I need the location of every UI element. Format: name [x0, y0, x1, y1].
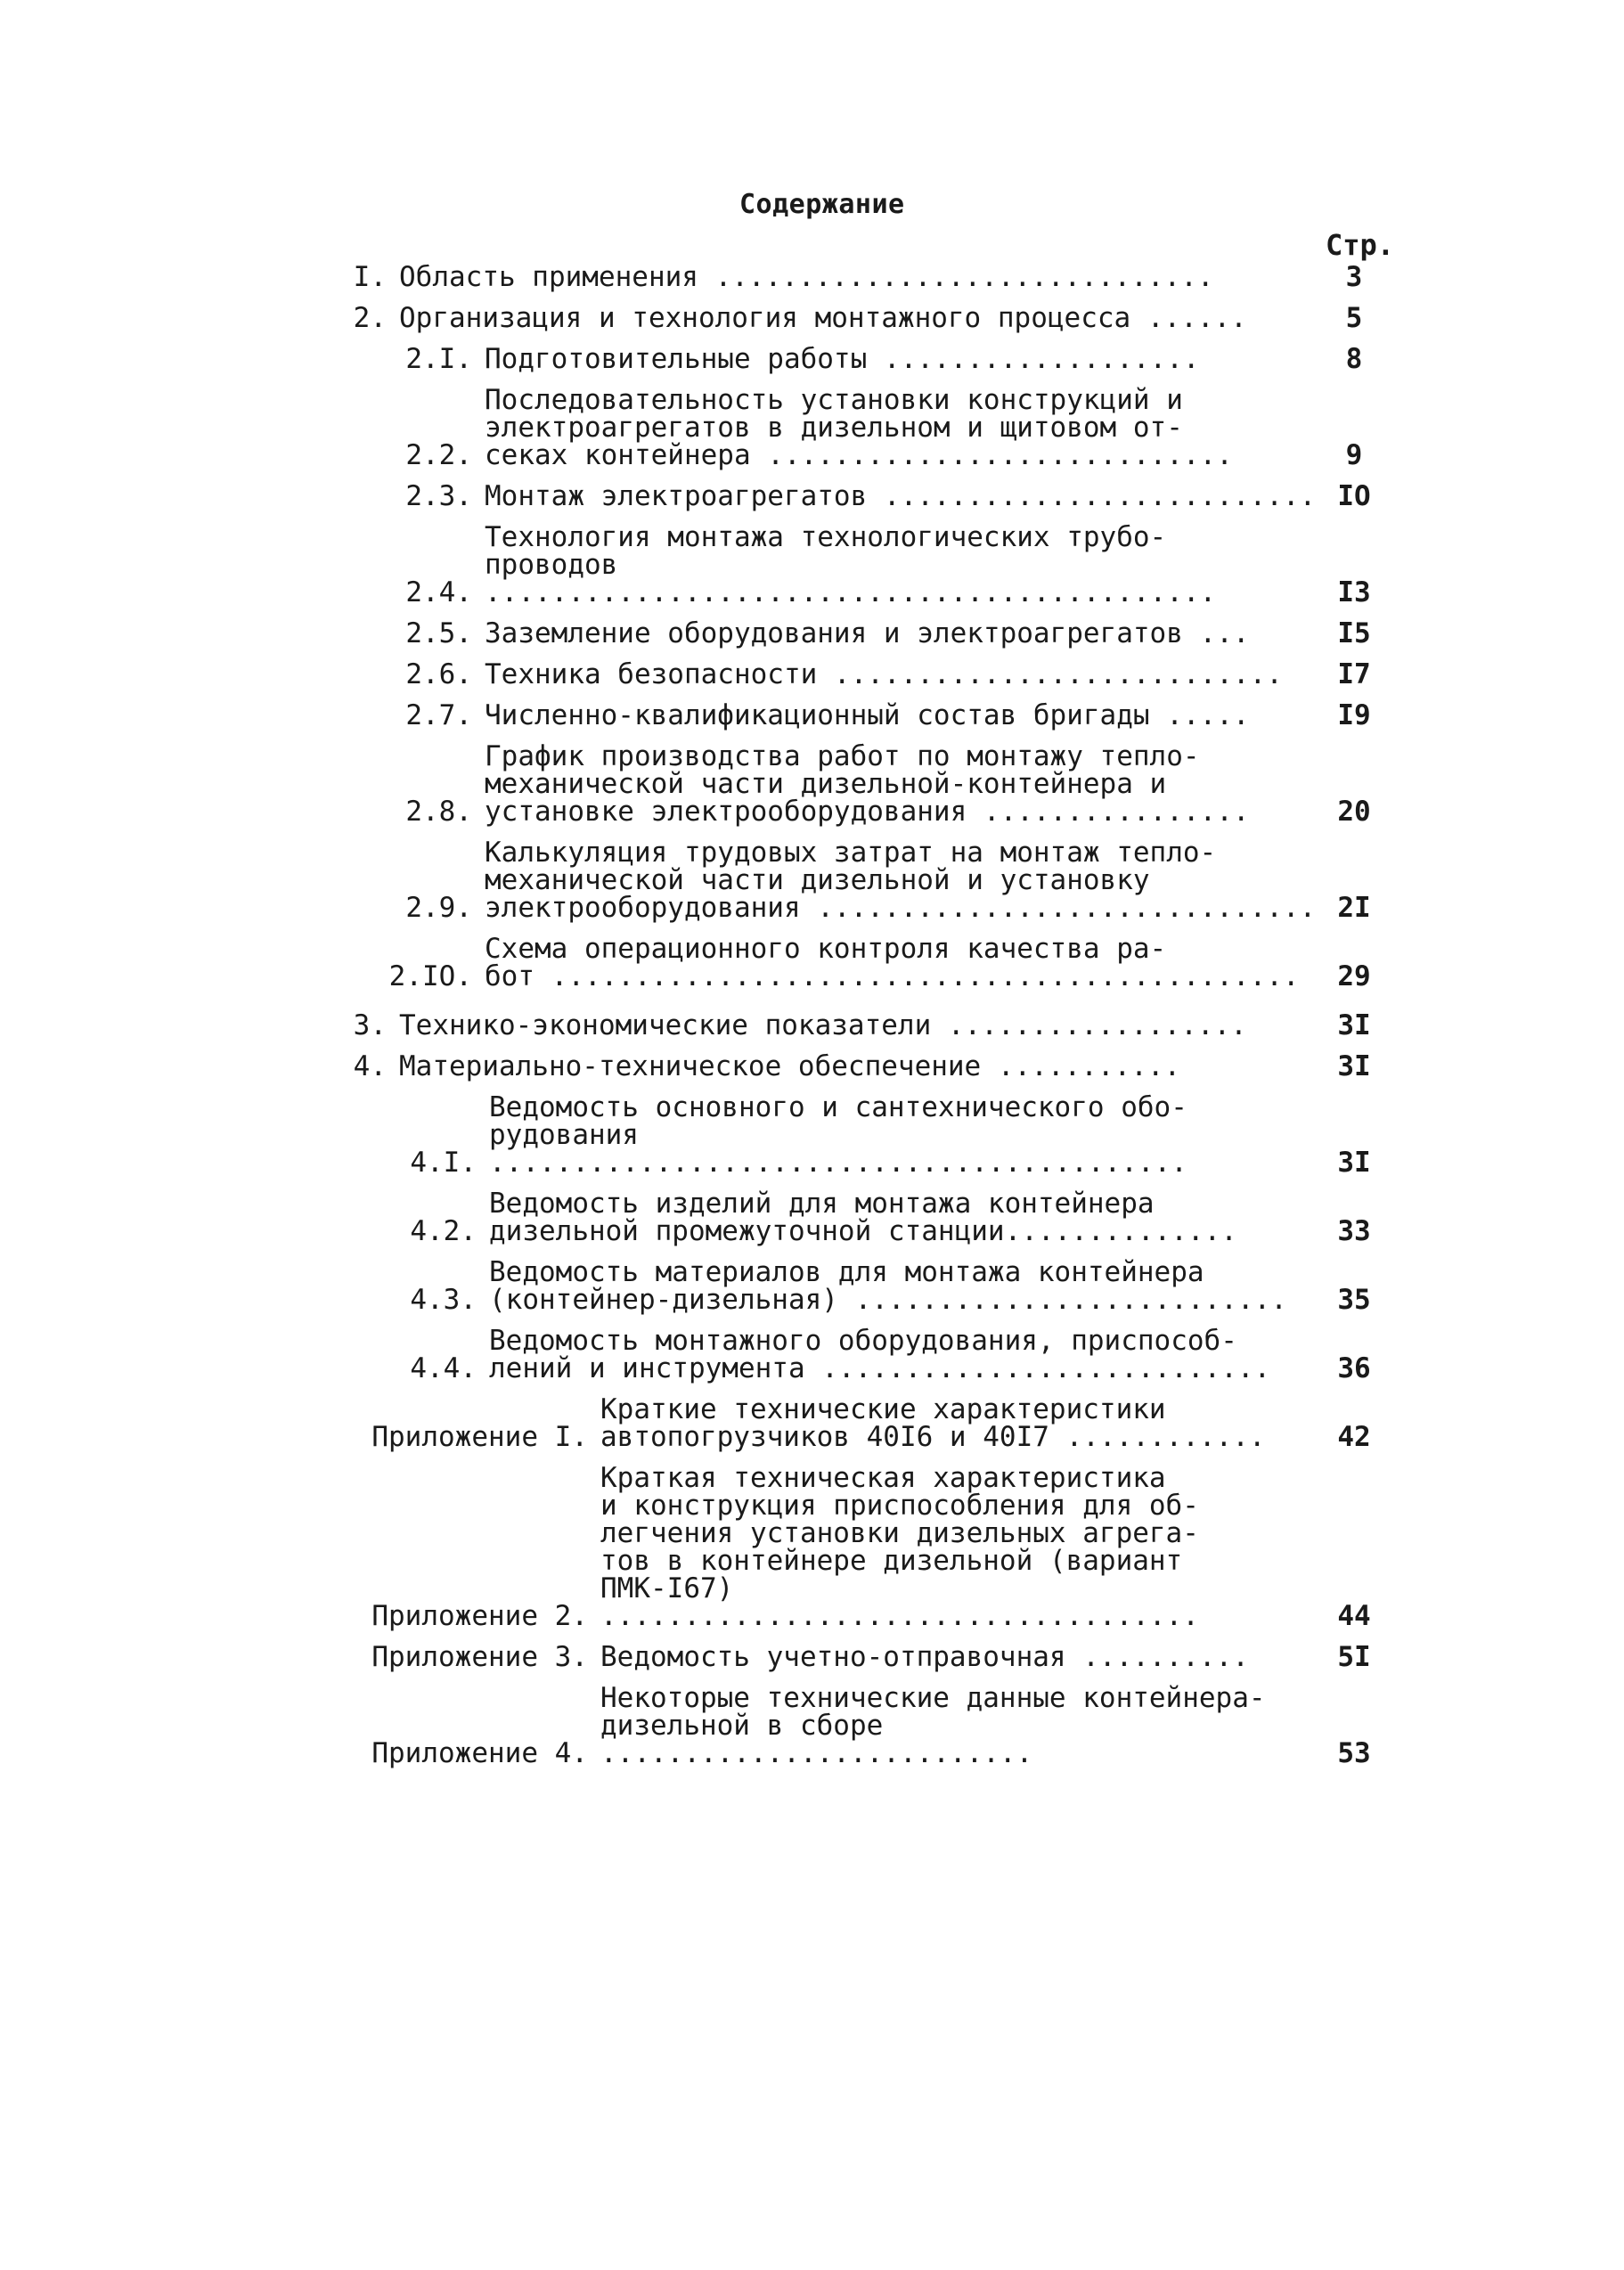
toc-entry-number: 2.8.	[405, 796, 472, 828]
toc-entry-title: Материально-техническое обеспечение ...........	[399, 1050, 1181, 1082]
toc-entry	[330, 617, 1381, 649]
toc-entry-page: I9	[1337, 699, 1371, 731]
toc-entry	[330, 839, 1381, 922]
page-title: Содержание	[739, 189, 905, 220]
toc-entry	[330, 1393, 1381, 1453]
toc-entry	[330, 1009, 1381, 1041]
toc-entry	[330, 699, 1381, 731]
toc-entry-number: 2.9.	[405, 892, 472, 924]
toc-entry-title: Ведомость монтажного оборудования, приспособ- лений и инструмента ...........................	[489, 1325, 1271, 1384]
toc-entry-title: Ведомость материалов для монтажа контейнера (контейнер-дизельная) ..........................	[489, 1256, 1287, 1316]
toc-entry-title: Заземление оборудования и электроагрегатов ...	[485, 617, 1250, 649]
toc-entry-page: 3	[1345, 261, 1363, 293]
toc-entry-title: Краткие технические характеристики автопогрузчиков 40I6 и 40I7 ............	[600, 1393, 1266, 1453]
toc-entry	[330, 1682, 1381, 1769]
toc-entry-number: 2.I.	[405, 343, 472, 375]
toc-entry-page: 35	[1337, 1284, 1371, 1316]
toc-entry-title: Калькуляция трудовых затрат на монтаж тепло- механической части дизельной и установку электрооборудования ..............................	[485, 837, 1317, 924]
toc-entry	[330, 521, 1381, 608]
toc-entry-title: Некоторые технические данные контейнера- дизельной в сборе ..........................	[600, 1682, 1266, 1769]
toc-entry-page: 5	[1345, 302, 1363, 334]
toc-entry	[330, 1050, 1381, 1082]
toc-entry	[330, 658, 1381, 690]
toc-entry-number: Приложение I.	[371, 1421, 588, 1453]
toc-entry-title: Технико-экономические показатели ..................	[399, 1009, 1247, 1041]
toc-entry	[330, 740, 1381, 828]
toc-entry	[330, 384, 1381, 471]
toc-entry-number: 4.4.	[410, 1352, 477, 1384]
toc-entry-title: Краткая техническая характеристика и конструкция приспособления для об- легчения установки дизельных агрега- тов в контейнере дизельной (вариант ПМК-I67) ....................................	[600, 1462, 1199, 1632]
toc-entry-number: 2.4.	[405, 576, 472, 608]
toc-entry-page: I3	[1337, 576, 1371, 608]
toc-entry-title: Техника безопасности ...........................	[485, 658, 1283, 690]
toc-entry-title: График производства работ по монтажу тепло- механической части дизельной-контейнера и установке электрооборудования ................	[485, 740, 1250, 828]
toc-entry-number: I.	[353, 261, 387, 293]
toc-entry-page: 36	[1337, 1352, 1371, 1384]
toc-entry-page: 3I	[1337, 1009, 1371, 1041]
toc-entry-page: 53	[1337, 1737, 1371, 1769]
toc-entry-page: 3I	[1337, 1050, 1371, 1082]
table-of-contents	[330, 261, 1381, 1781]
toc-entry	[330, 1327, 1381, 1383]
toc-entry-number: 2.2.	[405, 439, 472, 471]
toc-entry-number: 2.6.	[405, 658, 472, 690]
toc-entry	[330, 343, 1381, 375]
toc-entry-title: Ведомость учетно-отправочная ..........	[600, 1641, 1249, 1673]
toc-entry-title: Монтаж электроагрегатов ..........................	[485, 480, 1317, 512]
toc-entry-number: Приложение 3.	[371, 1641, 588, 1673]
toc-entry-title: Численно-квалификационный состав бригады .....	[485, 699, 1250, 731]
toc-entry-title: Технология монтажа технологических трубо- проводов ............................................	[485, 521, 1217, 608]
toc-entry-number: 2.3.	[405, 480, 472, 512]
toc-entry-title: Область применения ..............................	[399, 261, 1214, 293]
toc-entry-page: 20	[1337, 796, 1371, 828]
toc-entry-number: 2.IO.	[388, 960, 472, 992]
toc-entry-number: 2.	[353, 302, 387, 334]
toc-entry-page: 44	[1337, 1600, 1371, 1632]
toc-entry-page: IO	[1337, 480, 1371, 512]
toc-entry	[330, 1256, 1381, 1316]
toc-entry	[330, 261, 1381, 293]
toc-entry	[330, 1641, 1381, 1673]
toc-entry-number: 4.3.	[410, 1284, 477, 1316]
toc-entry	[330, 480, 1381, 512]
toc-entry	[330, 1091, 1381, 1179]
toc-entry-title: Ведомость изделий для монтажа контейнера дизельной промежуточной станции..............	[489, 1188, 1237, 1247]
toc-entry-page: 2I	[1337, 892, 1371, 924]
toc-entry-page: 3I	[1337, 1147, 1371, 1179]
toc-entry	[330, 1190, 1381, 1245]
toc-entry-number: 2.7.	[405, 699, 472, 731]
toc-entry-page: 33	[1337, 1215, 1371, 1247]
toc-entry-title: Организация и технология монтажного процесса ......	[399, 302, 1247, 334]
toc-entry-page: 29	[1337, 960, 1371, 992]
toc-entry	[330, 1462, 1381, 1632]
toc-entry-title: Подготовительные работы ...................	[485, 343, 1200, 375]
toc-entry-number: Приложение 4.	[371, 1737, 588, 1769]
toc-entry	[330, 935, 1381, 991]
toc-entry-page: 42	[1337, 1421, 1371, 1453]
toc-entry-page: I7	[1337, 658, 1371, 690]
toc-entry-number: Приложение 2.	[371, 1600, 588, 1632]
toc-entry-page: I5	[1337, 617, 1371, 649]
toc-entry-number: 4.I.	[410, 1147, 477, 1179]
toc-entry-page: 9	[1345, 439, 1363, 471]
page-column-label: Стр.	[1326, 228, 1395, 262]
toc-entry-page: 8	[1345, 343, 1363, 375]
toc-entry-number: 2.5.	[405, 617, 472, 649]
toc-entry	[330, 302, 1381, 334]
toc-entry-number: 3.	[353, 1009, 387, 1041]
toc-entry-title: Схема операционного контроля качества ра- бот .............................................	[485, 933, 1300, 992]
toc-entry-number: 4.2.	[410, 1215, 477, 1247]
toc-entry-number: 4.	[353, 1050, 387, 1082]
toc-entry-title: Последовательность установки конструкций и электроагрегатов в дизельном и щитовом от- секах контейнера ............................	[485, 384, 1233, 471]
toc-entry-page: 5I	[1337, 1641, 1371, 1673]
toc-entry-title: Ведомость основного и сантехнического обо- рудования ..........................................	[489, 1091, 1187, 1179]
